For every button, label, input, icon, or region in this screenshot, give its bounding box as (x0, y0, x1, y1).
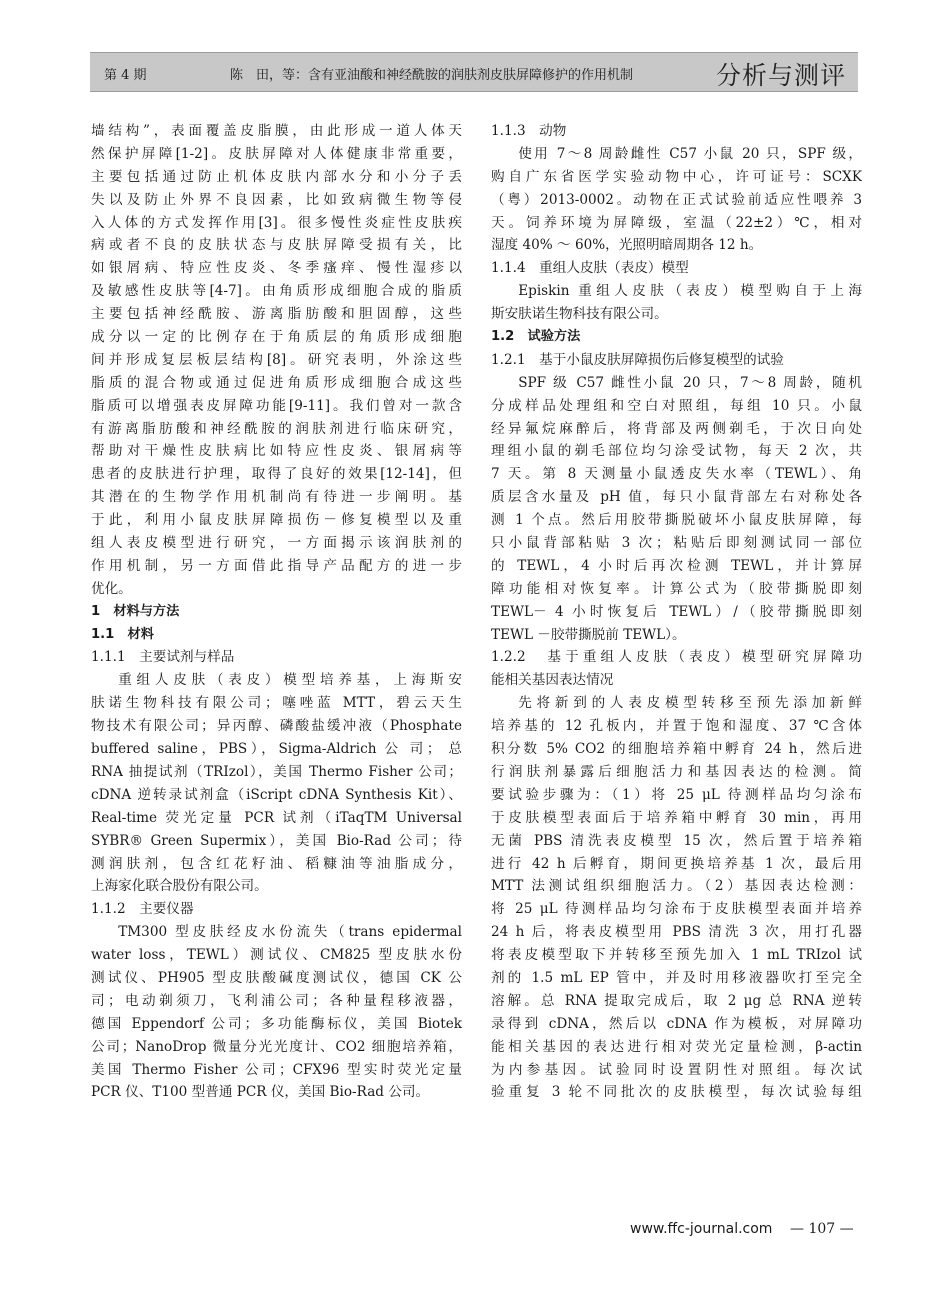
text-line: 24 h 后，将表皮模型用 PBS 清洗 3 次，用打孔器 (491, 924, 862, 941)
text-line: （粤）2013-0002。动物在正式试验前适应性喂养 3 (491, 191, 862, 208)
left-text-column (91, 120, 462, 1104)
text-line: 1.1.1 主要试剂与样品 (91, 649, 235, 666)
text-line: 上海家化联合股份有限公司。 (91, 878, 268, 895)
text-line: water loss，TEWL）测试仪、CM825 型皮肤水份 (91, 947, 462, 964)
text-line: 要试验步骤为：（1）将 25 μL 待测样品均匀涂布 (491, 786, 862, 803)
text-line: 行润肤剂暴露后细胞活力和基因表达的检测。简 (491, 763, 862, 780)
text-line: 剂的 1.5 mL EP 管中，并及时用移液器吹打至完全 (491, 969, 862, 986)
text-line: 然保护屏障[1-2]。皮肤屏障对人体健康非常重要， (91, 145, 462, 162)
right-text-column (491, 120, 862, 1104)
text-line: 只小鼠背部粘贴 3 次；粘贴后即刻测试同一部位 (491, 535, 862, 552)
text-line: 物技术有限公司；异丙醇、磷酸盐缓冲液（Phosphate (91, 718, 462, 735)
text-line: TEWL－ 4 小时恢复后 TEWL）/（胶带撕脱即刻 (491, 603, 862, 620)
text-line: 验重复 3 轮不同批次的皮肤模型，每次试验每组 (491, 1084, 862, 1101)
text-line: 及敏感性皮肤等[4-7]。由角质形成细胞合成的脂质 (91, 283, 462, 300)
text-line: 其潜在的生物学作用机制尚有待进一步阐明。基 (91, 489, 462, 506)
text-line: 如银屑病、特应性皮炎、冬季瘙痒、慢性湿疹以 (91, 260, 462, 277)
text-line: 成分以一定的比例存在于角质层的角质形成细胞 (91, 329, 462, 346)
text-line: 德国 Eppendorf 公司；多功能酶标仪，美国 Biotek (91, 1015, 462, 1032)
text-line: 重组人皮肤（表皮）模型培养基，上海斯安 (118, 672, 462, 689)
text-line: 测试仪、PH905 型皮肤酸碱度测试仪，德国 CK 公 (91, 969, 462, 986)
text-line: 经异氟烷麻醉后，将背部及两侧剃毛，于次日向处 (491, 420, 862, 437)
text-line: buffered saline，PBS），Sigma-Aldrich 公 司； 总 (91, 741, 462, 758)
text-line: 墙结构”，表面覆盖皮脂膜，由此形成一道人体天 (91, 123, 462, 139)
running-header (90, 52, 858, 92)
text-line: 天。饲养环境为屏障级，室温（22±2）℃，相对 (491, 214, 862, 231)
text-line: 7 天。第 8 天测量小鼠透皮失水率（TEWL）、角 (491, 466, 862, 483)
text-line: 先将新到的人表皮模型转移至预先添加新鲜 (518, 695, 862, 712)
text-line: 录得到 cDNA，然后以 cDNA 作为模板，对屏障功 (491, 1015, 862, 1032)
text-line: 1.2.1 基于小鼠皮肤屏障损伤后修复模型的试验 (491, 351, 784, 368)
page-number: — 107 — (790, 1221, 854, 1237)
text-line: 患者的皮肤进行护理，取得了良好的效果[12-14]，但 (91, 466, 462, 483)
text-line: 美国 Thermo Fisher 公司；CFX96 型实时荧光定量 (91, 1061, 462, 1078)
text-line: 1.1.2 主要仪器 (91, 901, 194, 918)
text-line: 间并形成复层板层结构[8]。研究表明，外涂这些 (91, 351, 462, 368)
text-line: TM300 型皮肤经皮水份流失（trans epidermal (118, 924, 462, 941)
text-line: 能相关基因表达情况 (491, 672, 614, 689)
text-line: 将表皮模型取下并转移至预先加入 1 mL TRIzol 试 (491, 947, 862, 964)
text-line: TEWL －胶带撕脱前 TEWL）。 (491, 626, 686, 643)
text-line: 脂质的混合物或通过促进角质形成细胞合成这些 (91, 374, 462, 391)
running-title: 陈 田，等：含有亚油酸和神经酰胺的润肤剂皮肤屏障修护的作用机制 (230, 68, 634, 83)
text-line: SPF 级 C57 雌性小鼠 20 只，7～8 周龄，随机 (518, 374, 862, 391)
section-name: 分析与测评 (715, 61, 846, 90)
text-line: 障功能相对恢复率。计算公式为（胶带撕脱即刻 (491, 580, 862, 597)
text-line: 脂质可以增强表皮屏障功能[9-11]。我们曾对一款含 (91, 397, 462, 414)
text-line: 进行 42 h 后孵育，期间更换培养基 1 次，最后用 (491, 855, 862, 872)
text-line: 分成样品处理组和空白对照组，每组 10 只。小鼠 (491, 397, 862, 414)
text-line: RNA 抽提试剂（TRIzol），美国 Thermo Fisher 公司； (91, 763, 462, 780)
text-line: 1.2.2 基于重组人皮肤（表皮）模型研究屏障功 (491, 649, 862, 666)
text-line: 组人表皮模型进行研究，一方面揭示该润肤剂的 (91, 535, 462, 552)
text-line: 失以及防止外界不良因素，比如致病微生物等侵 (91, 191, 462, 208)
text-line: 作用机制，另一方面借此指导产品配方的进一步 (91, 557, 462, 574)
text-line: SYBR® Green Supermix），美国 Bio-Rad 公司；待 (91, 832, 462, 849)
text-line: 公司；NanoDrop 微量分光光度计、CO2 细胞培养箱， (91, 1038, 462, 1055)
text-line: 1.1 材料 (91, 626, 154, 642)
text-line: 肤诺生物科技有限公司；噻唑蓝 MTT，碧云天生 (91, 695, 462, 712)
text-line: 溶解。总 RNA 提取完成后，取 2 μg 总 RNA 逆转 (491, 992, 862, 1009)
text-line: 使用 7～8 周龄雌性 C57 小鼠 20 只，SPF 级， (518, 145, 862, 162)
text-line: 主要包括神经酰胺、游离脂肪酸和胆固醇，这些 (91, 306, 462, 323)
issue-number: 第 4 期 (104, 68, 147, 83)
text-line: 理组小鼠的剃毛部位均匀涂受试物，每天 2 次，共 (491, 443, 862, 460)
text-line: 1.1.4 重组人皮肤（表皮）模型 (491, 260, 689, 277)
text-line: 质层含水量及 pH 值，每只小鼠背部左右对称处各 (491, 489, 862, 506)
text-line: 将 25 μL 待测样品均匀涂布于皮肤模型表面并培养 (491, 901, 862, 918)
text-line: 病或者不良的皮肤状态与皮肤屏障受损有关，比 (91, 237, 462, 254)
text-line: 1.1.3 动物 (491, 123, 567, 139)
text-line: 于此，利用小鼠皮肤屏障损伤－修复模型以及重 (91, 512, 462, 529)
text-line: 湿度 40% ～ 60%，光照明暗周期各 12 h。 (491, 237, 763, 254)
text-line: 的 TEWL，4 小时后再次检测 TEWL，并计算屏 (491, 557, 862, 574)
text-line: cDNA 逆转录试剂盒（iScript cDNA Synthesis Kit）、 (91, 786, 462, 803)
text-line: 于皮肤模型表面后于培养箱中孵育 30 min，再用 (491, 809, 862, 826)
text-line: 能相关基因的表达进行相对荧光定量检测，β-actin (491, 1038, 862, 1055)
text-line: 入人体的方式发挥作用[3]。很多慢性炎症性皮肤疾 (91, 214, 462, 231)
text-line: 购自广东省医学实验动物中心，许可证号：SCXK (491, 168, 862, 185)
text-line: 无菌 PBS 清洗表皮模型 15 次，然后置于培养箱 (491, 832, 862, 849)
text-line: 测 1 个点。然后用胶带撕脱破坏小鼠皮肤屏障，每 (491, 512, 862, 529)
text-line: 培养基的 12 孔板内，并置于饱和湿度、37 ℃含体 (491, 718, 862, 735)
text-line: 司；电动剃须刀，飞利浦公司；各种量程移液器， (91, 992, 462, 1009)
text-line: Real-time 荧光定量 PCR 试剂（iTaqTM Universal (91, 809, 462, 826)
text-line: 优化。 (91, 580, 132, 597)
text-line: MTT 法测试组织细胞活力。（2）基因表达检测： (491, 878, 862, 895)
journal-url[interactable]: www.ffc-journal.com (630, 1221, 773, 1237)
text-line: 帮助对干燥性皮肤病比如特应性皮炎、银屑病等 (91, 443, 462, 460)
text-line: 积分数 5% CO2 的细胞培养箱中孵育 24 h，然后进 (491, 741, 862, 758)
text-line: 有游离脂肪酸和神经酰胺的润肤剂进行临床研究， (91, 420, 462, 437)
text-line: 为内参基因。试验同时设置阴性对照组。每次试 (491, 1061, 862, 1078)
text-line: 1 材料与方法 (91, 603, 180, 619)
text-line: 斯安肤诺生物科技有限公司。 (491, 306, 668, 323)
text-line: PCR 仪、T100 型普通 PCR 仪，美国 Bio-Rad 公司。 (91, 1084, 430, 1101)
text-line: Episkin 重组人皮肤（表皮）模型购自于上海 (518, 283, 862, 300)
text-line: 测润肤剂，包含红花籽油、稻糠油等油脂成分， (91, 855, 462, 872)
text-line: 1.2 试验方法 (491, 329, 581, 345)
text-line: 主要包括通过防止机体皮肤内部水分和小分子丢 (91, 168, 462, 185)
